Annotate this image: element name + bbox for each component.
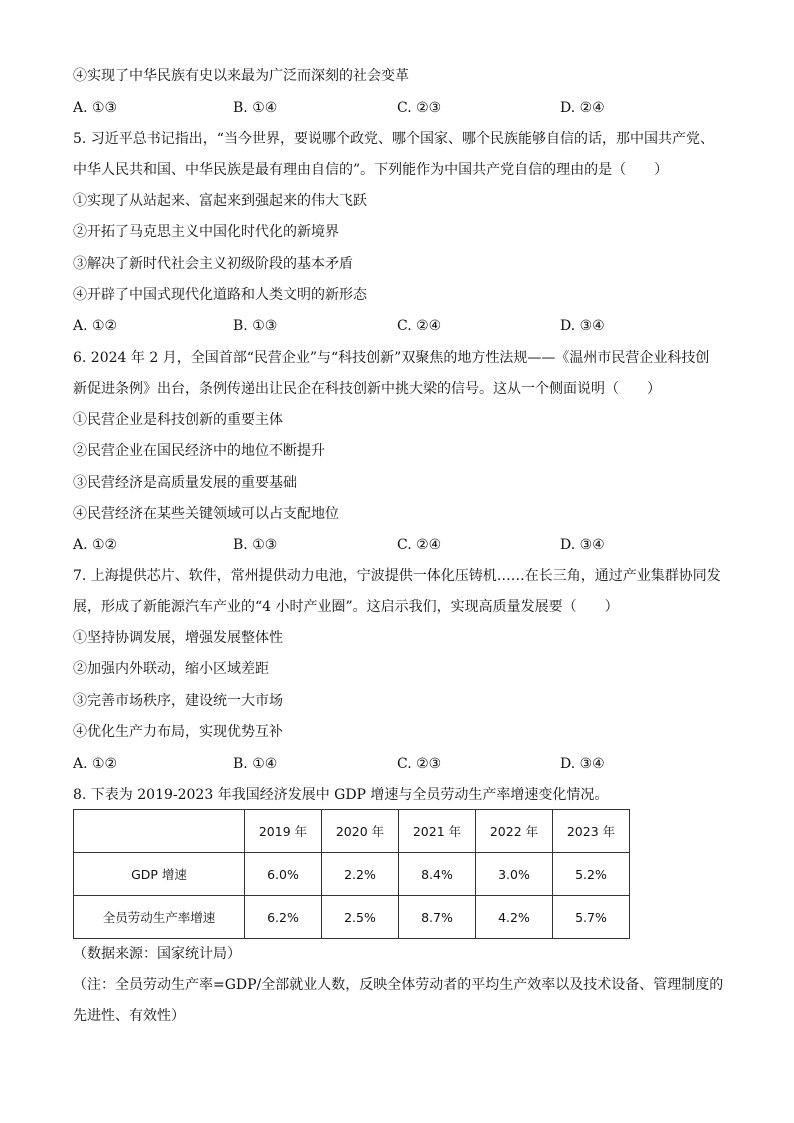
footnote-line-2: 先进性、有效性）	[73, 1008, 185, 1024]
q7-option-a[interactable]: A. ①②	[73, 756, 118, 772]
q6-stem-line-1: 6. 2024 年 2 月，全国首部“民营企业”与“科技创新”双聚焦的地方性法规——《温州市民营企业科技创	[73, 350, 710, 366]
q4-option-b[interactable]: B. ①④	[233, 100, 278, 116]
year-header: 2023 年	[553, 810, 630, 853]
q6-stem-line-2: 新促进条例》出台，条例传递出让民企在科技创新中挑大梁的信号。这从一个侧面说明（ ）	[73, 381, 661, 397]
table-cell: 4.2%	[476, 896, 553, 939]
q5-option-b[interactable]: B. ①③	[233, 318, 278, 334]
q7-item-2: ②加强内外联动，缩小区域差距	[73, 661, 269, 677]
q7-stem-line-2: 展，形成了新能源汽车产业的“4 小时产业圈”。这启示我们，实现高质量发展要（ ）	[73, 599, 619, 615]
q4-option-a[interactable]: A. ①③	[73, 100, 118, 116]
q5-option-c[interactable]: C. ②④	[397, 318, 442, 334]
q7-item-1: ①坚持协调发展，增强发展整体性	[73, 630, 283, 646]
q4-option-d[interactable]: D. ②④	[560, 100, 605, 116]
table-cell: 8.7%	[399, 896, 476, 939]
q5-option-d[interactable]: D. ③④	[560, 318, 605, 334]
row-label: GDP 增速	[74, 853, 245, 896]
q5-item-1: ①实现了从站起来、富起来到强起来的伟大飞跃	[73, 193, 367, 209]
q6-item-1: ①民营企业是科技创新的重要主体	[73, 412, 283, 428]
q7-item-4: ④优化生产力布局，实现优势互补	[73, 724, 283, 740]
gdp-productivity-table	[73, 809, 630, 939]
table-row	[74, 896, 630, 939]
year-header: 2020 年	[322, 810, 399, 853]
table-cell: 5.7%	[553, 896, 630, 939]
table-corner-cell	[74, 810, 245, 853]
year-header: 2022 年	[476, 810, 553, 853]
table-cell: 8.4%	[399, 853, 476, 896]
q4-options	[73, 98, 733, 118]
q6-option-b[interactable]: B. ①③	[233, 537, 278, 553]
table-cell: 2.5%	[322, 896, 399, 939]
q5-option-a[interactable]: A. ①②	[73, 318, 118, 334]
q6-item-2: ②民营企业在国民经济中的地位不断提升	[73, 443, 325, 459]
year-header: 2019 年	[245, 810, 322, 853]
q7-option-d[interactable]: D. ③④	[560, 756, 605, 772]
table-header-row	[74, 810, 630, 853]
q6-item-3: ③民营经济是高质量发展的重要基础	[73, 475, 297, 491]
data-source-note: （数据来源：国家统计局）	[73, 946, 241, 962]
q7-options	[73, 754, 733, 774]
q6-option-d[interactable]: D. ③④	[560, 537, 605, 553]
q6-option-c[interactable]: C. ②④	[397, 537, 442, 553]
q5-stem-line-1: 5. 习近平总书记指出，“当今世界，要说哪个政党、哪个国家、哪个民族能够自信的话，那中国共产党、	[73, 131, 714, 147]
year-header: 2021 年	[399, 810, 476, 853]
footnote-line-1: （注：全员劳动生产率=GDP/全部就业人数，反映全体劳动者的平均生产效率以及技术设备、管理制度的	[73, 977, 724, 993]
q5-item-4: ④开辟了中国式现代化道路和人类文明的新形态	[73, 287, 367, 303]
table-cell: 6.2%	[245, 896, 322, 939]
q6-option-a[interactable]: A. ①②	[73, 537, 118, 553]
q5-item-3: ③解决了新时代社会主义初级阶段的基本矛盾	[73, 256, 353, 272]
q7-option-c[interactable]: C. ②③	[397, 756, 442, 772]
table-cell: 6.0%	[245, 853, 322, 896]
row-label: 全员劳动生产率增速	[74, 896, 245, 939]
q5-item-2: ②开拓了马克思主义中国化时代化的新境界	[73, 224, 339, 240]
q7-item-3: ③完善市场秩序，建设统一大市场	[73, 693, 283, 709]
q4-item-4: ④实现了中华民族有史以来最为广泛而深刻的社会变革	[73, 68, 409, 84]
q5-options	[73, 316, 733, 336]
q5-stem-line-2: 中华人民共和国、中华民族是最有理由自信的”。下列能作为中国共产党自信的理由的是（ ）	[73, 162, 669, 178]
table-cell: 3.0%	[476, 853, 553, 896]
table-cell: 2.2%	[322, 853, 399, 896]
table-row	[74, 853, 630, 896]
q4-option-c[interactable]: C. ②③	[397, 100, 442, 116]
q8-stem: 8. 下表为 2019-2023 年我国经济发展中 GDP 增速与全员劳动生产率增速变化情况。	[73, 787, 609, 803]
q7-option-b[interactable]: B. ①④	[233, 756, 278, 772]
q6-item-4: ④民营经济在某些关键领域可以占支配地位	[73, 506, 339, 522]
q6-options	[73, 535, 733, 555]
q7-stem-line-1: 7. 上海提供芯片、软件，常州提供动力电池，宁波提供一体化压铸机……在长三角，通过产业集群协同发	[73, 568, 721, 584]
table-cell: 5.2%	[553, 853, 630, 896]
